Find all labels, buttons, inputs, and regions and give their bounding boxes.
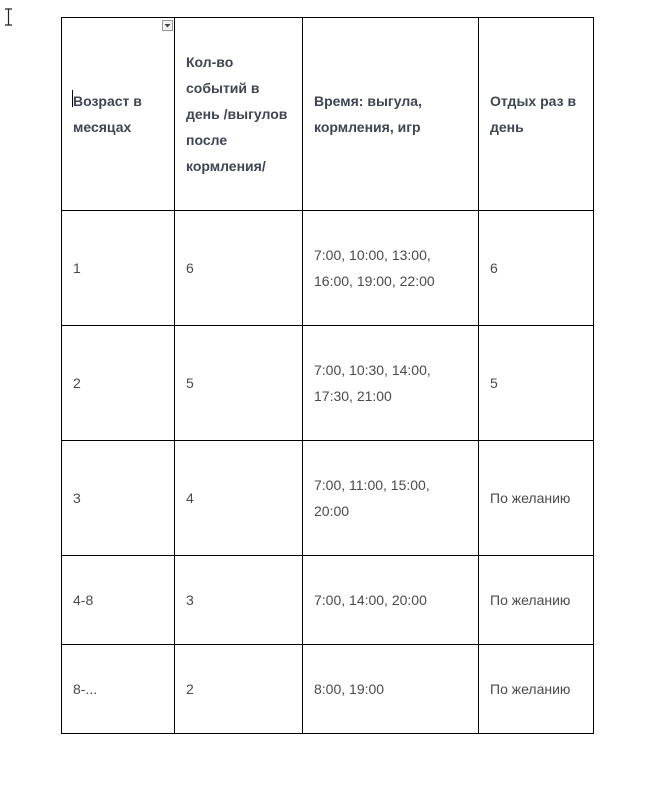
text-cursor-icon	[4, 8, 13, 26]
cell-rest[interactable]: По желанию	[479, 556, 594, 645]
cell-events[interactable]: 5	[175, 326, 303, 441]
header-cell-events[interactable]: Кол-во событий в день /выгулов после кормления/	[175, 18, 303, 211]
table-row	[62, 326, 594, 441]
cell-age[interactable]: 2	[62, 326, 175, 441]
table-row	[62, 211, 594, 326]
table-header-row	[62, 18, 594, 211]
cell-rest[interactable]: По желанию	[479, 645, 594, 734]
cell-rest[interactable]: По желанию	[479, 441, 594, 556]
cell-events[interactable]: 6	[175, 211, 303, 326]
cell-age[interactable]: 8-...	[62, 645, 175, 734]
header-cell-rest[interactable]: Отдых раз в день	[479, 18, 594, 211]
cell-rest[interactable]: 5	[479, 326, 594, 441]
table-row	[62, 441, 594, 556]
header-cell-time[interactable]: Время: выгула, кормления, игр	[303, 18, 479, 211]
cell-age[interactable]: 1	[62, 211, 175, 326]
cell-events[interactable]: 2	[175, 645, 303, 734]
table-row	[62, 556, 594, 645]
text-caret	[72, 90, 73, 107]
cell-time[interactable]: 7:00, 14:00, 20:00	[303, 556, 479, 645]
cell-time[interactable]: 7:00, 10:00, 13:00, 16:00, 19:00, 22:00	[303, 211, 479, 326]
schedule-table	[61, 17, 594, 734]
cell-age[interactable]: 4-8	[62, 556, 175, 645]
cell-time[interactable]: 7:00, 10:30, 14:00, 17:30, 21:00	[303, 326, 479, 441]
cell-time[interactable]: 8:00, 19:00	[303, 645, 479, 734]
cell-events[interactable]: 4	[175, 441, 303, 556]
header-cell-age[interactable]: Возраст в месяцах	[62, 18, 175, 211]
dropdown-arrow-icon[interactable]	[162, 20, 173, 31]
cell-age[interactable]: 3	[62, 441, 175, 556]
cell-rest[interactable]: 6	[479, 211, 594, 326]
cell-time[interactable]: 7:00, 11:00, 15:00, 20:00	[303, 441, 479, 556]
table-row	[62, 645, 594, 734]
cell-events[interactable]: 3	[175, 556, 303, 645]
